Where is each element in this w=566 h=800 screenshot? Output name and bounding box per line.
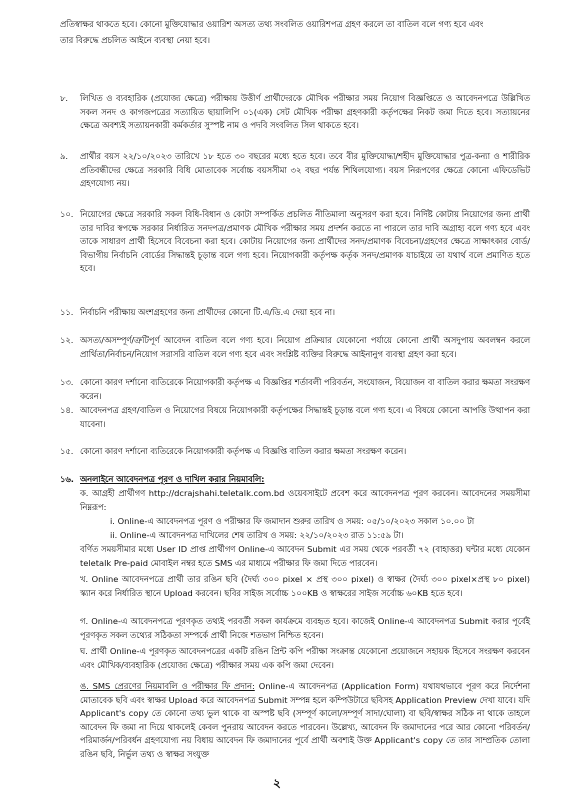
page-number: ২ bbox=[273, 776, 281, 790]
clause-kha: খ. Online আবেদনপত্রে প্রার্থী তার রঙিন ছবি (দৈর্ঘ্য ৩০০ pixel × প্রস্থ ৩০০ pixel) ও স্বাক্ষর (দৈর্ঘ্য ৩০০ pixel×প্রস্থ ৮০ pixel) স্ক্যান করে নির্ধারিত স্থানে Upload করবেন। ছবির সাইজ সর্বোচ্চ ১০০KB ও স্বাক্ষরের সাইজ সর্বোচ্চ ৬০KB হতে হবে। bbox=[80, 574, 530, 598]
text-line: প্রতিস্বাক্ষর থাকতে হবে। কোনো মুক্তিযোদ্ধার ওয়ারিশ অসত্য তথ্য সংবলিত ওয়ারিশপত্র গ্রহণ করলে তা বাতিল বলে গণ্য হবে এবং bbox=[60, 19, 484, 29]
clause-uma bbox=[80, 680, 530, 761]
item-number: ১০. bbox=[60, 209, 74, 219]
section-heading: অনলাইনে আবেদনপত্র পূরণ ও দাখিল করার নিয়মাবলি: bbox=[80, 474, 265, 484]
item-number: ৮. bbox=[60, 93, 69, 103]
item-text: নির্বাচনি পরীক্ষায় অংশগ্রহণের জন্য প্রার্থীদের কোনো টি.এ/ডি.এ দেয়া হবে না। bbox=[80, 307, 336, 317]
clause-ka: ক. আগ্রহী প্রার্থীগণ http://dcrajshahi.teletalk.com.bd ওয়েবসাইটে প্রবেশ করে আবেদনপত্র পূরণ করবেন। আবেদনের সময়সীমা নিম্নরূপ: bbox=[80, 488, 530, 512]
clause-uma-text: Online-এ আবেদনপত্র (Application Form) যথাযথভাবে পূরণ করে নির্দেশনা মোতাবেক ছবি এবং স্বাক্ষর Upload করে আবেদনপত্র Submit সম্পন্ন হলে কম্পিউটারে ছবিসহ Application Preview দেখা যাবে। যদি Applicant's copy তে কোনো তথ্য ভুল থাকে বা অস্পষ্ট ছবি (সম্পূর্ণ কালো/সম্পূর্ণ সাদা/ঘোলা) বা ছবি/স্বাক্ষর সঠিক না থাকে তাহলে আবেদন ফি জমা না দিয়ে থাকলেই কেবল পুনরায় আবেদন করতে পারবেন। উল্লেখ্য, আবেদন ফি জমাদানের পরে আর কোনো পরিবর্তন/পরিমার্জন/পরিবর্ধন গ্রহণযোগ্য নয় বিধায় আবেদন ফি জমাদানের পূর্বে প্রার্থী অবশ্যই উক্ত Applicant's copy তে তার সাম্প্রতিক তোলা রঙিন ছবি, নির্ভুল তথ্য ও স্বাক্ষর সংযুক্ত bbox=[80, 681, 531, 759]
item-number: ১২. bbox=[60, 335, 74, 345]
item-number: ১৫. bbox=[60, 446, 74, 456]
item-number: ১১. bbox=[60, 307, 74, 317]
item-text: লিখিত ও ব্যবহারিক (প্রযোজ্য ক্ষেত্রে) পরীক্ষায় উত্তীর্ণ প্রার্থীদেরকে মৌখিক পরীক্ষার সময় নিয়োগ বিজ্ঞপ্তিতে ও আবেদনপত্রে উল্লিখিত সকল সনদ ও কাগজপত্রের সত্যায়িত ছায়ালিপি ০১(এক) সেট মৌখিক পরীক্ষা গ্রহণকারী কর্তৃপক্ষের নিকট জমা দিতে হবে। সত্যায়নের ক্ষেত্রে অবশ্যই সত্যায়নকারী কর্মকর্তার সুস্পষ্ট নাম ও পদবি সংবলিত সিল থাকতে হবে। bbox=[80, 93, 530, 130]
item-text: নিয়োগের ক্ষেত্রে সরকারি সকল বিধি-বিধান ও কোটা সম্পর্কিত প্রচলিত নীতিমালা অনুসরণ করা হবে। নির্দিষ্ট কোটায় নিয়োগের জন্য প্রার্থী তার দাবির স্বপক্ষে সরকার নির্ধারিত সনদপত্র/প্রমাণক মৌখিক পরীক্ষার সময় প্রদর্শন করতে না পারলে তার দাবি অগ্রাহ্য বলে গণ্য হবে এবং তাকে সাধারণ প্রার্থী হিসেবে বিবেচনা করা হবে। কোটায় নিয়োগের জন্য প্রার্থীদের সনদ/প্রমাণক বিবেচনা/গ্রহণের ক্ষেত্রে সাক্ষাৎকার বোর্ড/বিভাগীয় নির্বাচনি বোর্ডের সিদ্ধান্তই চূড়ান্ত বলে গণ্য হবে। নিয়োগকারী কর্তৃপক্ষ কর্তৃক সনদ/প্রমাণক যাচাইয়ে তা যথার্থ বলে প্রমাণিত হতে হবে। bbox=[80, 209, 530, 273]
item-text: প্রার্থীর বয়স ২২/১০/২০২৩ তারিখে ১৮ হতে ৩০ বছরের মধ্যে হতে হবে। তবে বীর মুক্তিযোদ্ধা/শহীদ মুক্তিযোদ্ধার পুত্র-কন্যা ও শারীরিক প্রতিবন্ধীদের ক্ষেত্রে সরকারি বিধি মোতাবেক সর্বোচ্চ বয়সসীমা ৩২ বছর পর্যন্ত শিথিলযোগ্য। বয়স নিরূপণের ক্ষেত্রে কোনো এফিডেভিট গ্রহণযোগ্য নয়। bbox=[80, 151, 530, 188]
clause-userid: বর্ণিত সময়সীমার মধ্যে User ID প্রাপ্ত প্রার্থীগণ Online-এ আবেদন Submit এর সময় থেকে পরবর্তী ৭২ (বাহাত্তর) ঘন্টার মধ্যে যেকোন teletalk Pre-paid মোবাইল নম্বর হতে SMS এর মাধ্যমে পরীক্ষার ফি জমা দিতে পারবেন। bbox=[80, 544, 530, 568]
item-number: ৯. bbox=[60, 151, 69, 161]
item-text: কোনো কারণ দর্শানো ব্যতিরেকে নিয়োগকারী কর্তৃপক্ষ এ বিজ্ঞপ্তির শর্তাবলী পরিবর্তন, সংযোজন, বিয়োজন বা বাতিল করার ক্ষমতা সংরক্ষণ করেন। bbox=[80, 377, 530, 401]
item-number: ১৪. bbox=[60, 405, 74, 415]
item-number: ১৩. bbox=[60, 377, 74, 387]
section-number: ১৬. bbox=[60, 474, 74, 484]
clause-ii: ii. Online-এ আবেদনপত্র দাখিলের শেষ তারিখ ও সময়: ২২/১০/২০২৩ রাত ১১:৫৯ টা। bbox=[110, 530, 404, 540]
clause-gha: ঘ. প্রার্থী Online-এ পূরণকৃত আবেদনপত্রের একটি রঙিন প্রিন্ট কপি পরীক্ষা সংক্রান্ত যেকোনো প্রয়োজনে সহায়ক হিসেবে সংরক্ষণ করবেন এবং মৌখিক/ব্যবহারিক (প্রযোজ্য ক্ষেত্রে) পরীক্ষার সময় এক কপি জমা দেবেন। bbox=[80, 646, 530, 670]
item-text: অসত্য/অসম্পূর্ণ/ত্রুটিপূর্ণ আবেদন বাতিল বলে গণ্য হবে। নিয়োগ প্রক্রিয়ার যেকোনো পর্যায়ে কোনো প্রার্থী অসদুপায় অবলম্বন করলে প্রার্থিতা/নির্বাচন/নিয়োগ সরাসরি বাতিল বলে গণ্য হবে এবং সংশ্লিষ্ট ব্যক্তির বিরুদ্ধে আইনানুগ ব্যবস্থা গ্রহণ করা হবে। bbox=[80, 335, 530, 359]
item-text: আবেদনপত্র গ্রহণ/বাতিল ও নিয়োগের বিষয়ে নিয়োগকারী কর্তৃপক্ষের সিদ্ধান্তই চূড়ান্ত বলে গণ্য হবে। এ বিষয়ে কোনো আপত্তি উত্থাপন করা যাবেনা। bbox=[80, 405, 530, 429]
clause-ga: গ. Online-এ আবেদনপত্রে পূরণকৃত তথ্যই পরবর্তী সকল কার্যক্রমে ব্যবহৃত হবে। কাজেই Online-এ আবেদনপত্র Submit করার পূর্বেই পূরণকৃত সকল তথ্যের সঠিকতা সম্পর্কে প্রার্থী নিজে শতভাগ নিশ্চিত হবেন। bbox=[80, 616, 530, 640]
clause-i: i. Online-এ আবেদনপত্র পূরণ ও পরীক্ষার ফি জমাদান শুরুর তারিখ ও সময়: ০৫/১০/২০২৩ সকাল ১০.০০ টা bbox=[110, 516, 475, 526]
item-text: কোনো কারণ দর্শানো ব্যতিরেকে নিয়োগকারী কর্তৃপক্ষ এ বিজ্ঞপ্তি বাতিল করার ক্ষমতা সংরক্ষণ করেন। bbox=[80, 446, 407, 456]
text-line: তার বিরুদ্ধে প্রচলিত আইনে ব্যবস্থা নেয়া হবে। bbox=[60, 35, 210, 45]
clause-uma-lead: ঙ. SMS প্রেরণের নিয়মাবলি ও পরীক্ষার ফি প্রদান: bbox=[80, 681, 255, 691]
